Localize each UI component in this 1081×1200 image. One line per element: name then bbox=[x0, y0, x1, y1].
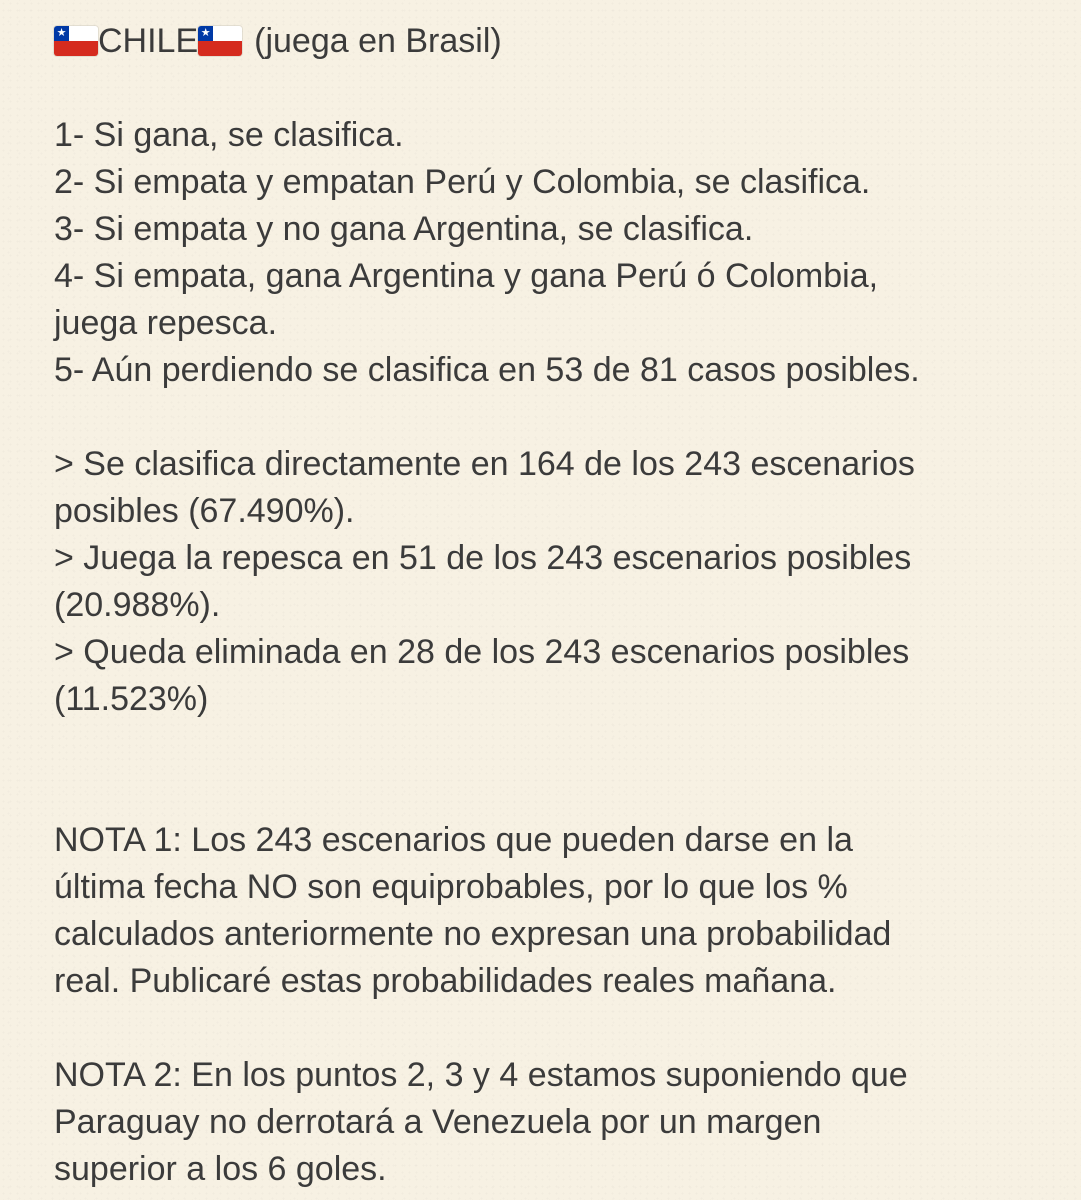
scenario-line: > Queda eliminada en 28 de los 243 escenarios posibles bbox=[54, 633, 910, 671]
nota-1-line: última fecha NO son equiprobables, por lo que los % bbox=[54, 868, 848, 906]
scenarios-list bbox=[54, 441, 1064, 723]
nota-2-line: superior a los 6 goles. bbox=[54, 1150, 387, 1188]
spacer bbox=[54, 723, 1064, 817]
spacer bbox=[54, 1005, 1064, 1052]
scenario-line: posibles (67.490%). bbox=[54, 492, 355, 530]
note-page bbox=[54, 18, 1064, 1193]
title-line bbox=[54, 18, 1064, 65]
scenario-line: (11.523%) bbox=[54, 680, 209, 718]
point-line: 5- Aún perdiendo se clasifica en 53 de 81 casos posibles. bbox=[54, 351, 920, 389]
nota-1-line: calculados anteriormente no expresan una probabilidad bbox=[54, 915, 892, 953]
points-list bbox=[54, 112, 1064, 394]
nota-1 bbox=[54, 817, 1064, 1005]
nota-1-line: NOTA 1: Los 243 escenarios que pueden darse en la bbox=[54, 821, 853, 859]
title-subtitle: (juega en Brasil) bbox=[254, 22, 502, 60]
scenario-line: > Se clasifica directamente en 164 de los 243 escenarios bbox=[54, 445, 915, 483]
point-line: 1- Si gana, se clasifica. bbox=[54, 116, 404, 154]
nota-2-line: NOTA 2: En los puntos 2, 3 y 4 estamos suponiendo que bbox=[54, 1056, 908, 1094]
point-line: 2- Si empata y empatan Perú y Colombia, se clasifica. bbox=[54, 163, 871, 201]
chile-flag-icon: ★ bbox=[54, 26, 98, 56]
chile-flag-icon: ★ bbox=[198, 26, 242, 56]
point-line: 4- Si empata, gana Argentina y gana Perú ó Colombia, bbox=[54, 257, 879, 295]
point-line: 3- Si empata y no gana Argentina, se clasifica. bbox=[54, 210, 754, 248]
nota-1-line: real. Publicaré estas probabilidades reales mañana. bbox=[54, 962, 837, 1000]
scenario-line: (20.988%). bbox=[54, 586, 221, 624]
spacer bbox=[54, 65, 1064, 112]
point-line: juega repesca. bbox=[54, 304, 278, 342]
scenario-line: > Juega la repesca en 51 de los 243 escenarios posibles bbox=[54, 539, 912, 577]
nota-2-line: Paraguay no derrotará a Venezuela por un margen bbox=[54, 1103, 822, 1141]
title-country: CHILE bbox=[98, 22, 199, 60]
spacer bbox=[54, 394, 1064, 441]
nota-2 bbox=[54, 1052, 1064, 1193]
